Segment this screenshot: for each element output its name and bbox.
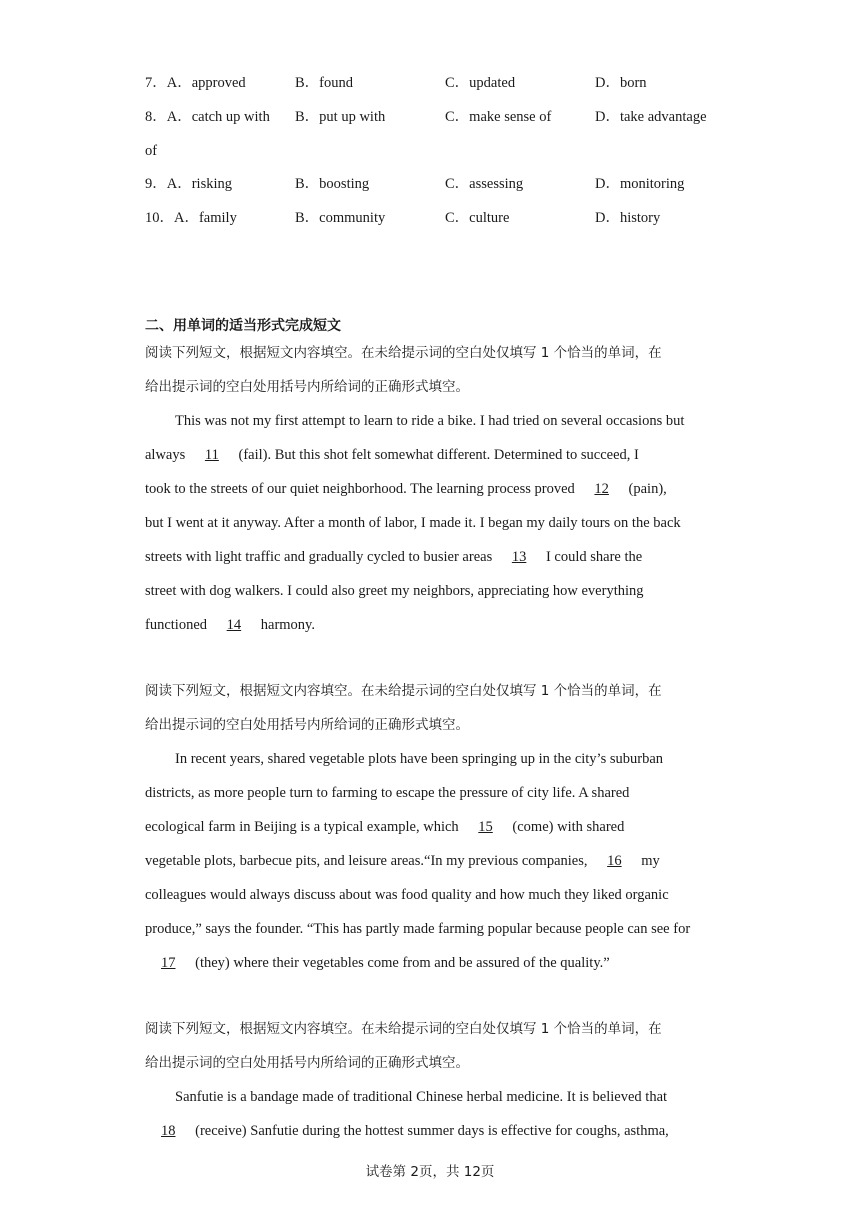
option-b[interactable]: B．boosting bbox=[295, 176, 370, 192]
question-8-options bbox=[145, 107, 745, 127]
passage1-line: street with dog walkers. I could also greet my neighbors, appreciating how everything bbox=[145, 583, 644, 599]
passage2-line: vegetable plots, barbecue pits, and leisure areas.“In my previous companies, 16 my bbox=[145, 853, 660, 869]
blank-16[interactable]: 16 bbox=[607, 853, 622, 869]
option-a-text: A．catch up with bbox=[166, 109, 270, 125]
option-b[interactable]: B．community bbox=[295, 210, 386, 226]
option-a[interactable] bbox=[145, 107, 270, 127]
option-c[interactable]: C．make sense of bbox=[445, 109, 552, 125]
instruction-line-2: 给出提示词的空白处用括号内所给词的正确形式填空。 bbox=[145, 379, 469, 395]
blank-12[interactable]: 12 bbox=[594, 481, 609, 497]
passage2-line: colleagues would always discuss about was food quality and how much they liked organic bbox=[145, 887, 669, 903]
option-c[interactable]: C．culture bbox=[445, 210, 510, 226]
option-d-continuation: of bbox=[145, 143, 158, 159]
question-7-options bbox=[145, 73, 745, 93]
question-number: 8． bbox=[145, 109, 167, 125]
option-b[interactable]: B．put up with bbox=[295, 109, 386, 125]
page-footer: 试卷第 2页，共 12页 bbox=[365, 1164, 495, 1180]
question-number: 9． bbox=[145, 176, 167, 192]
blank-15[interactable]: 15 bbox=[478, 819, 493, 835]
option-d[interactable]: D．born bbox=[595, 75, 647, 91]
option-a[interactable] bbox=[145, 73, 246, 93]
blank-14[interactable]: 14 bbox=[226, 617, 242, 633]
option-c[interactable]: C．updated bbox=[445, 75, 516, 91]
question-9-options bbox=[145, 174, 745, 194]
blank-17[interactable]: 17 bbox=[161, 955, 176, 971]
instruction-line-2: 给出提示词的空白处用括号内所给词的正确形式填空。 bbox=[145, 1055, 469, 1071]
passage1-line: functioned 14 harmony. bbox=[145, 617, 315, 633]
instruction-line-1: 阅读下列短文，根据短文内容填空。在未给提示词的空白处仅填写 1 个恰当的单词，在 bbox=[145, 345, 662, 361]
passage2-line: In recent years, shared vegetable plots have been springing up in the city’s suburban bbox=[175, 751, 664, 767]
question-number: 7． bbox=[145, 75, 167, 91]
question-10-options bbox=[145, 208, 745, 228]
option-a[interactable] bbox=[145, 174, 232, 194]
option-d[interactable]: D．monitoring bbox=[595, 176, 685, 192]
passage3-line: 18 (receive) Sanfutie during the hottest summer days is effective for coughs, asthma, bbox=[145, 1121, 669, 1141]
instruction-line-1: 阅读下列短文，根据短文内容填空。在未给提示词的空白处仅填写 1 个恰当的单词，在 bbox=[145, 1021, 662, 1037]
option-a[interactable] bbox=[145, 208, 237, 228]
passage1-line: streets with light traffic and gradually cycled to busier areas 13 I could share the bbox=[145, 549, 643, 565]
option-b[interactable]: B．found bbox=[295, 75, 353, 91]
blank-11[interactable]: 11 bbox=[204, 447, 219, 463]
passage1-line: but I went at it anyway. After a month of labor, I made it. I began my daily tours on the back bbox=[145, 515, 681, 531]
passage2-line: ecological farm in Beijing is a typical example, which 15 (come) with shared bbox=[145, 819, 625, 835]
option-a-text: A．family bbox=[174, 210, 237, 226]
option-a-text: A．approved bbox=[166, 75, 246, 91]
passage1-line: This was not my first attempt to learn to ride a bike. I had tried on several occasions but bbox=[175, 413, 685, 429]
option-c[interactable]: C．assessing bbox=[445, 176, 524, 192]
instruction-line-2: 给出提示词的空白处用括号内所给词的正确形式填空。 bbox=[145, 717, 469, 733]
section-title: 二、用单词的适当形式完成短文 bbox=[145, 318, 341, 334]
passage1-line: took to the streets of our quiet neighborhood. The learning process proved 12 (pain), bbox=[145, 481, 667, 497]
blank-13[interactable]: 13 bbox=[511, 549, 527, 565]
passage1-line: always 11 (fail). But this shot felt somewhat different. Determined to succeed, I bbox=[145, 447, 639, 463]
instruction-line-1: 阅读下列短文，根据短文内容填空。在未给提示词的空白处仅填写 1 个恰当的单词，在 bbox=[145, 683, 662, 699]
passage2-line: produce,” says the founder. “This has partly made farming popular because people can see for bbox=[145, 921, 691, 937]
question-number: 10． bbox=[145, 210, 174, 226]
option-d[interactable]: D．take advantage bbox=[595, 109, 707, 125]
option-a-text: A．risking bbox=[166, 176, 232, 192]
passage3-line: Sanfutie is a bandage made of traditional Chinese herbal medicine. It is believed that bbox=[175, 1089, 668, 1105]
passage2-line: 17 (they) where their vegetables come from and be assured of the quality.” bbox=[145, 953, 610, 973]
option-d[interactable]: D．history bbox=[595, 210, 661, 226]
blank-18[interactable]: 18 bbox=[161, 1123, 176, 1139]
passage2-line: districts, as more people turn to farming to escape the pressure of city life. A shared bbox=[145, 785, 630, 801]
